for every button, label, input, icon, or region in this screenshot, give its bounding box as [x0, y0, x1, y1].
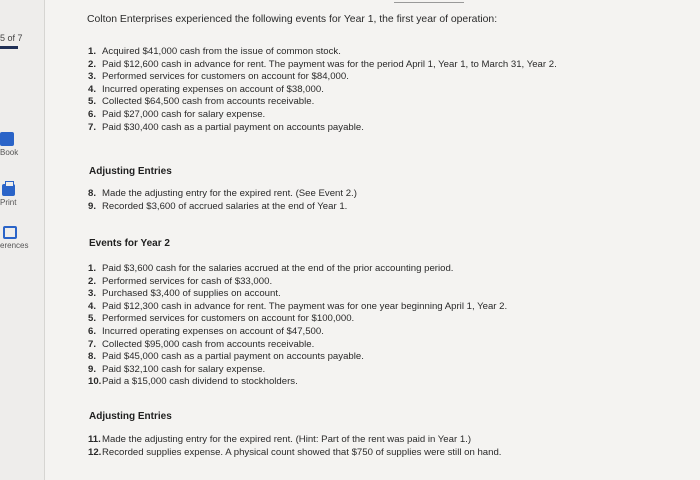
adjusting-entries-list-1	[88, 188, 357, 213]
item-number: 5.	[88, 96, 97, 108]
item-number: 6.	[88, 108, 97, 120]
list-item	[88, 71, 557, 84]
item-text: Paid $3,600 cash for the salaries accrued at the end of the prior accounting period.	[102, 263, 454, 274]
item-text: Paid $12,300 cash in advance for rent. The payment was for one year beginning April 1, Year 2.	[102, 300, 508, 312]
item-text: Collected $64,500 cash from accounts receivable.	[102, 96, 315, 108]
item-number: 9.	[88, 363, 97, 375]
item-text: Paid $45,000 cash as a partial payment on accounts payable.	[102, 351, 364, 363]
item-number: 2.	[88, 275, 97, 287]
references-label: erences	[0, 241, 29, 250]
list-item	[88, 376, 507, 389]
item-text: Paid a $15,000 cash dividend to stockholders.	[102, 376, 298, 388]
references-icon	[3, 226, 17, 239]
item-number: 2.	[88, 58, 97, 70]
item-text: Performed services for customers on account for $100,000.	[102, 313, 355, 325]
ebook-label: Book	[0, 148, 19, 157]
item-text: Recorded supplies expense. A physical count showed that $750 of supplies were still on hand.	[102, 446, 502, 458]
adjusting-entries-title-2: Adjusting Entries	[89, 411, 172, 422]
item-number: 11.	[88, 434, 101, 445]
item-text: Made the adjusting entry for the expired rent. (See Event 2.)	[102, 188, 357, 199]
list-item	[88, 276, 507, 289]
book-icon	[0, 132, 14, 146]
list-item	[88, 188, 357, 201]
item-number: 10.	[88, 376, 102, 388]
year2-events-list	[88, 263, 507, 389]
year1-events-list	[88, 46, 557, 134]
list-item	[88, 301, 507, 314]
item-text: Incurred operating expenses on account of $38,000.	[102, 83, 324, 95]
item-text: Acquired $41,000 cash from the issue of common stock.	[102, 46, 341, 57]
item-number: 1.	[88, 46, 97, 57]
list-item	[88, 288, 507, 301]
item-text: Performed services for cash of $33,000.	[102, 275, 273, 287]
references-button[interactable]	[0, 226, 36, 250]
top-scroll-edge	[394, 0, 464, 3]
item-number: 9.	[88, 200, 97, 212]
list-item	[88, 326, 507, 339]
item-number: 3.	[88, 71, 97, 83]
item-text: Paid $12,600 cash in advance for rent. The payment was for the period April 1, Year 1, to March 31, Year 2.	[102, 58, 557, 70]
list-item	[88, 434, 501, 447]
list-item	[88, 59, 557, 72]
list-item	[88, 339, 507, 352]
problem-intro: Colton Enterprises experienced the following events for Year 1, the first year of operation:	[87, 14, 498, 25]
item-text: Recorded $3,600 of accrued salaries at the end of Year 1.	[102, 200, 348, 212]
item-number: 3.	[88, 288, 97, 300]
main-content	[44, 0, 700, 480]
page-count: 5 of 7	[0, 33, 23, 43]
list-item	[88, 109, 557, 122]
item-number: 5.	[88, 313, 97, 325]
item-text: Purchased $3,400 of supplies on account.	[102, 288, 281, 300]
list-item	[88, 351, 507, 364]
list-item	[88, 122, 557, 135]
print-button[interactable]	[0, 184, 36, 207]
year2-events-title: Events for Year 2	[89, 238, 170, 249]
list-item	[88, 84, 557, 97]
item-text: Paid $32,100 cash for salary expense.	[102, 363, 266, 375]
printer-icon	[2, 184, 15, 196]
item-number: 4.	[88, 83, 97, 95]
list-item	[88, 201, 357, 214]
list-item	[88, 313, 507, 326]
list-item	[88, 96, 557, 109]
list-item	[88, 364, 507, 377]
list-item	[88, 447, 501, 460]
item-number: 7.	[88, 338, 97, 350]
item-text: Made the adjusting entry for the expired rent. (Hint: Part of the rent was paid in Year 1.)	[102, 434, 472, 445]
item-number: 12.	[88, 446, 102, 458]
item-number: 4.	[88, 300, 97, 312]
page-progress-bar	[0, 46, 18, 49]
adjusting-entries-list-2	[88, 434, 501, 459]
item-text: Performed services for customers on account for $84,000.	[102, 71, 349, 83]
ebook-button[interactable]	[0, 132, 36, 157]
item-number: 8.	[88, 188, 97, 199]
item-number: 1.	[88, 263, 97, 274]
list-item	[88, 46, 557, 59]
list-item	[88, 263, 507, 276]
item-number: 8.	[88, 351, 97, 363]
print-label: Print	[0, 198, 17, 207]
item-number: 7.	[88, 121, 97, 133]
item-number: 6.	[88, 325, 97, 337]
item-text: Paid $27,000 cash for salary expense.	[102, 108, 266, 120]
item-text: Paid $30,400 cash as a partial payment on accounts payable.	[102, 121, 364, 133]
sidebar	[0, 0, 45, 480]
adjusting-entries-title-1: Adjusting Entries	[89, 166, 172, 177]
item-text: Incurred operating expenses on account of $47,500.	[102, 325, 324, 337]
item-text: Collected $95,000 cash from accounts receivable.	[102, 338, 315, 350]
